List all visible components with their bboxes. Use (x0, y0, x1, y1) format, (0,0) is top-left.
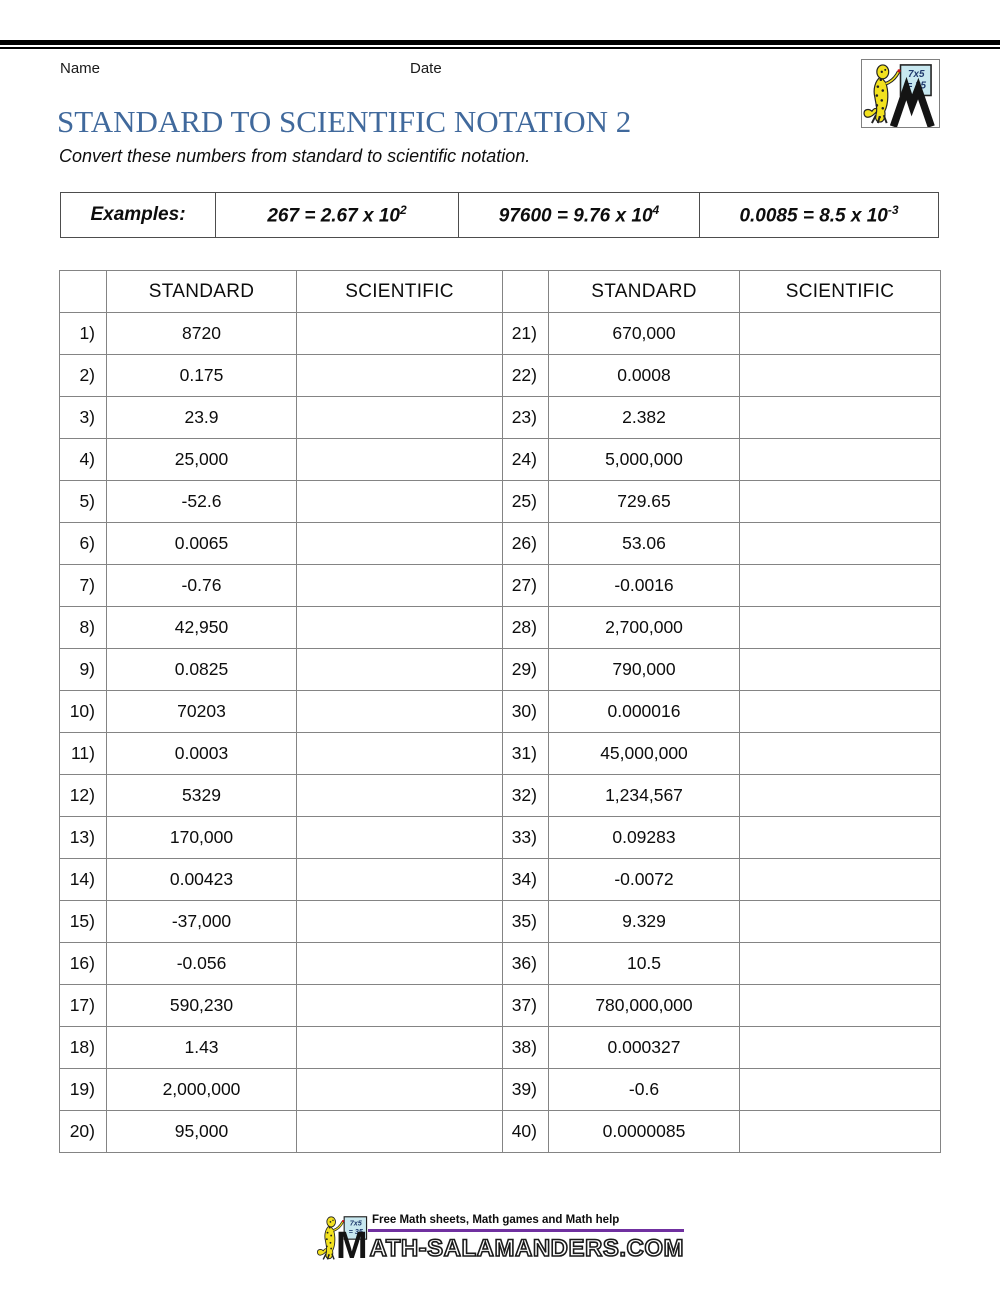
row-number-cell: 1) (60, 313, 107, 355)
standard-value-cell: -0.76 (107, 565, 297, 607)
row-number-cell: 13) (60, 817, 107, 859)
standard-value-cell: 10.5 (549, 943, 740, 985)
scientific-answer-cell (297, 985, 503, 1027)
scientific-answer-cell (740, 817, 941, 859)
scientific-answer-cell (297, 1027, 503, 1069)
standard-value-cell: 0.0000085 (549, 1111, 740, 1153)
standard-value-cell: 0.0003 (107, 733, 297, 775)
standard-value-cell: -0.056 (107, 943, 297, 985)
row-number-cell: 31) (503, 733, 549, 775)
scientific-answer-cell (740, 481, 941, 523)
scientific-answer-cell (740, 775, 941, 817)
name-label: Name (60, 60, 101, 77)
row-number-cell: 22) (503, 355, 549, 397)
examples-table (60, 192, 939, 238)
row-number-cell: 19) (60, 1069, 107, 1111)
standard-value-cell: 0.0065 (107, 523, 297, 565)
example-exponent: 2 (399, 202, 407, 217)
scientific-answer-cell (740, 355, 941, 397)
standard-value-cell: 95,000 (107, 1111, 297, 1153)
row-number-cell: 3) (60, 397, 107, 439)
scientific-answer-cell (740, 691, 941, 733)
scientific-answer-cell (297, 607, 503, 649)
worksheet-rows (60, 313, 941, 1153)
scientific-answer-cell (297, 439, 503, 481)
table-row (60, 985, 941, 1027)
table-row (60, 817, 941, 859)
table-row (60, 1069, 941, 1111)
example-cell (459, 193, 700, 238)
row-number-cell: 18) (60, 1027, 107, 1069)
examples-row (61, 193, 939, 238)
standard-value-cell: 0.00423 (107, 859, 297, 901)
row-number-cell: 27) (503, 565, 549, 607)
standard-value-cell: 670,000 (549, 313, 740, 355)
scientific-answer-cell (740, 1027, 941, 1069)
row-number-cell: 12) (60, 775, 107, 817)
standard-value-cell: 2,000,000 (107, 1069, 297, 1111)
row-number-cell: 14) (60, 859, 107, 901)
footer (0, 1211, 1000, 1267)
standard-value-cell: 1.43 (107, 1027, 297, 1069)
standard-value-cell: 590,230 (107, 985, 297, 1027)
row-number-cell: 26) (503, 523, 549, 565)
row-number-cell: 32) (503, 775, 549, 817)
row-number-cell: 11) (60, 733, 107, 775)
row-number-cell: 16) (60, 943, 107, 985)
standard-value-cell: 25,000 (107, 439, 297, 481)
table-header-row (60, 271, 941, 313)
scientific-answer-cell (740, 733, 941, 775)
row-number-cell: 6) (60, 523, 107, 565)
standard-value-cell: -0.6 (549, 1069, 740, 1111)
footer-site-name (335, 1225, 685, 1267)
example-exponent: -3 (887, 202, 899, 217)
standard-column-header: STANDARD (107, 271, 297, 313)
table-row (60, 607, 941, 649)
worksheet-table (59, 270, 941, 1153)
top-divider-rule (0, 40, 1000, 49)
row-number-cell: 39) (503, 1069, 549, 1111)
example-cell (700, 193, 939, 238)
table-row (60, 481, 941, 523)
scientific-answer-cell (740, 985, 941, 1027)
table-row (60, 355, 941, 397)
row-number-cell: 30) (503, 691, 549, 733)
scientific-column-header: SCIENTIFIC (297, 271, 503, 313)
table-row (60, 1111, 941, 1153)
standard-value-cell: 5,000,000 (549, 439, 740, 481)
row-number-cell: 40) (503, 1111, 549, 1153)
row-number-cell: 20) (60, 1111, 107, 1153)
scientific-answer-cell (740, 649, 941, 691)
row-number-cell: 23) (503, 397, 549, 439)
table-row (60, 733, 941, 775)
row-number-cell: 4) (60, 439, 107, 481)
standard-value-cell: 9.329 (549, 901, 740, 943)
table-row (60, 691, 941, 733)
row-number-cell: 24) (503, 439, 549, 481)
standard-value-cell: -52.6 (107, 481, 297, 523)
standard-value-cell: 0.000016 (549, 691, 740, 733)
scientific-answer-cell (740, 523, 941, 565)
example-expression: 0.0085 = 8.5 x 10 (739, 205, 888, 227)
scientific-answer-cell (297, 1111, 503, 1153)
table-row (60, 523, 941, 565)
standard-value-cell: 5329 (107, 775, 297, 817)
row-number-cell: 10) (60, 691, 107, 733)
scientific-answer-cell (297, 733, 503, 775)
row-number-cell: 9) (60, 649, 107, 691)
standard-value-cell: 2,700,000 (549, 607, 740, 649)
example-exponent: 4 (652, 202, 660, 217)
scientific-answer-cell (297, 901, 503, 943)
table-row (60, 775, 941, 817)
scientific-answer-cell (297, 1069, 503, 1111)
row-number-cell: 15) (60, 901, 107, 943)
standard-value-cell: 53.06 (549, 523, 740, 565)
scientific-answer-cell (740, 1111, 941, 1153)
scientific-answer-cell (297, 817, 503, 859)
standard-value-cell: 8720 (107, 313, 297, 355)
scientific-answer-cell (297, 859, 503, 901)
standard-value-cell: -37,000 (107, 901, 297, 943)
example-cell (216, 193, 459, 238)
examples-label: Examples: (61, 193, 216, 238)
date-label: Date (410, 60, 442, 77)
standard-value-cell: 42,950 (107, 607, 297, 649)
standard-column-header: STANDARD (549, 271, 740, 313)
standard-value-cell: 0.0825 (107, 649, 297, 691)
scientific-answer-cell (297, 313, 503, 355)
scientific-answer-cell (740, 901, 941, 943)
scientific-answer-cell (297, 565, 503, 607)
standard-value-cell: 70203 (107, 691, 297, 733)
scientific-answer-cell (297, 481, 503, 523)
instruction-text: Convert these numbers from standard to scientific notation. (59, 146, 531, 166)
row-number-cell: 28) (503, 607, 549, 649)
table-row (60, 1027, 941, 1069)
row-number-cell: 29) (503, 649, 549, 691)
row-number-cell: 21) (503, 313, 549, 355)
row-number-cell: 35) (503, 901, 549, 943)
standard-value-cell: -0.0072 (549, 859, 740, 901)
scientific-answer-cell (740, 859, 941, 901)
footer-site-m: M (335, 1225, 368, 1267)
row-number-cell: 5) (60, 481, 107, 523)
standard-value-cell: 0.09283 (549, 817, 740, 859)
scientific-answer-cell (297, 775, 503, 817)
row-number-cell: 25) (503, 481, 549, 523)
scientific-answer-cell (740, 607, 941, 649)
corner-cell (503, 271, 549, 313)
scientific-answer-cell (297, 691, 503, 733)
table-row (60, 565, 941, 607)
scientific-column-header: SCIENTIFIC (740, 271, 941, 313)
table-row (60, 313, 941, 355)
scientific-answer-cell (740, 313, 941, 355)
scientific-answer-cell (297, 649, 503, 691)
footer-tagline: Free Math sheets, Math games and Math help (371, 1214, 620, 1226)
standard-value-cell: 0.175 (107, 355, 297, 397)
row-number-cell: 34) (503, 859, 549, 901)
scientific-answer-cell (297, 523, 503, 565)
row-number-cell: 8) (60, 607, 107, 649)
scientific-answer-cell (297, 397, 503, 439)
standard-value-cell: 23.9 (107, 397, 297, 439)
scientific-answer-cell (740, 943, 941, 985)
corner-cell (60, 271, 107, 313)
table-row (60, 649, 941, 691)
scientific-answer-cell (740, 439, 941, 481)
standard-value-cell: 45,000,000 (549, 733, 740, 775)
row-number-cell: 37) (503, 985, 549, 1027)
standard-value-cell: 729.65 (549, 481, 740, 523)
row-number-cell: 38) (503, 1027, 549, 1069)
scientific-answer-cell (740, 1069, 941, 1111)
standard-value-cell: 2.382 (549, 397, 740, 439)
scientific-answer-cell (297, 355, 503, 397)
example-expression: 97600 = 9.76 x 10 (498, 205, 653, 227)
row-number-cell: 2) (60, 355, 107, 397)
standard-value-cell: 1,234,567 (549, 775, 740, 817)
table-row (60, 943, 941, 985)
standard-value-cell: 790,000 (549, 649, 740, 691)
scientific-answer-cell (740, 397, 941, 439)
table-row (60, 859, 941, 901)
footer-site-rest: ATH-SALAMANDERS.COM (369, 1235, 685, 1263)
table-row (60, 397, 941, 439)
scientific-answer-cell (297, 943, 503, 985)
row-number-cell: 36) (503, 943, 549, 985)
row-number-cell: 7) (60, 565, 107, 607)
math-salamanders-logo (861, 59, 940, 128)
row-number-cell: 17) (60, 985, 107, 1027)
table-row (60, 439, 941, 481)
row-number-cell: 33) (503, 817, 549, 859)
table-row (60, 901, 941, 943)
standard-value-cell: 0.000327 (549, 1027, 740, 1069)
standard-value-cell: 0.0008 (549, 355, 740, 397)
example-expression: 267 = 2.67 x 10 (267, 205, 400, 227)
standard-value-cell: 170,000 (107, 817, 297, 859)
page-title: STANDARD TO SCIENTIFIC NOTATION 2 (57, 104, 632, 139)
standard-value-cell: -0.0016 (549, 565, 740, 607)
standard-value-cell: 780,000,000 (549, 985, 740, 1027)
scientific-answer-cell (740, 565, 941, 607)
